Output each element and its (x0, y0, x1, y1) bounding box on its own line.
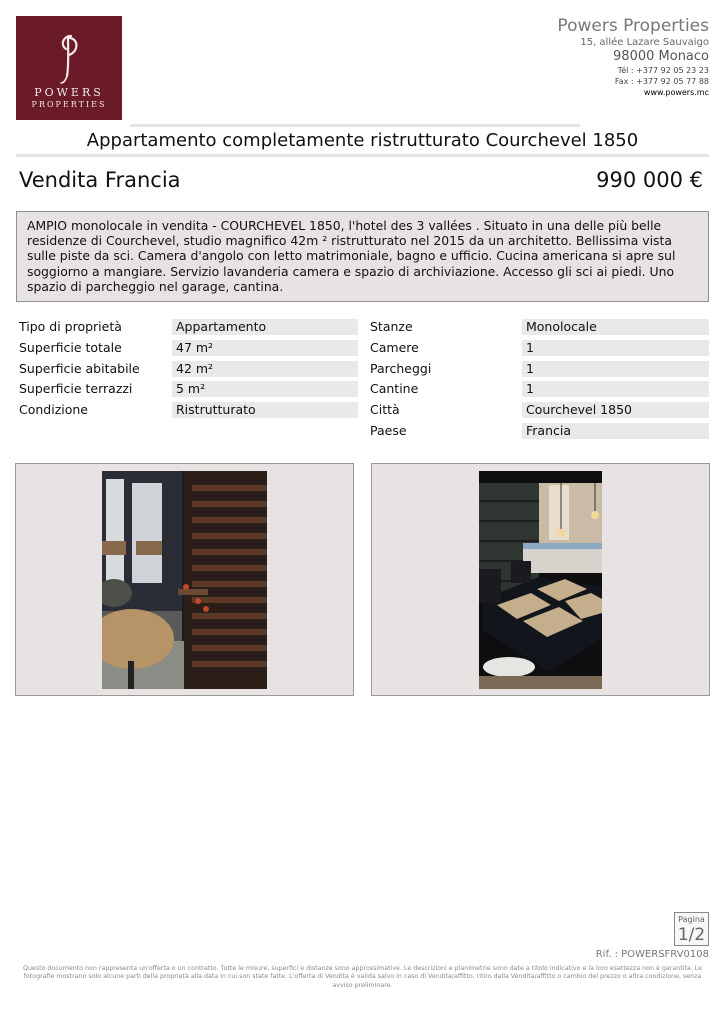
spec-value: Ristrutturato (172, 402, 358, 418)
spec-label: Superficie terrazzi (19, 381, 133, 397)
spec-value: Courchevel 1850 (522, 402, 709, 418)
listing-headline: Vendita Francia (19, 168, 181, 192)
logo-text-properties: PROPERTIES (31, 100, 107, 109)
spec-row (19, 401, 358, 422)
spec-row (370, 422, 709, 443)
logo-text-powers: POWERS (34, 86, 104, 99)
spec-row (19, 339, 358, 360)
photo-frame-2 (371, 463, 710, 696)
spec-value: 1 (522, 381, 709, 397)
listing-description: AMPIO monolocale in vendita - COURCHEVEL 1850, l'hotel des 3 vallées . Situato in una delle più belle residenze di Courchevel, studio magnifico 42m ² ristrutturato nel 2015 da un architetto. Bellissima vista sulle piste da sci. Camera d'angolo con letto matrimoniale, bagno e ufficio. Cucina americana si apre sul soggiorno a mangiare. Servizio lavanderia camera e spazio di archiviazione. Accesso gli sci ai piedi. Uno spazio di parcheggio nel garage, cantina. (16, 211, 709, 302)
spec-row (19, 360, 358, 381)
specs-left (19, 318, 358, 422)
spec-value: 1 (522, 340, 709, 356)
company-website[interactable]: www.powers.mc (643, 88, 709, 97)
spec-label: Paese (370, 422, 407, 438)
photo-frame-1 (15, 463, 354, 696)
spec-label: Superficie abitabile (19, 360, 140, 376)
spec-label: Superficie totale (19, 339, 122, 355)
spec-label: Condizione (19, 402, 89, 418)
company-city: 98000 Monaco (613, 49, 709, 64)
reference-code: Rif. : POWERSFRV0108 (595, 949, 709, 960)
spec-row (19, 318, 358, 339)
spec-value: Francia (522, 423, 709, 439)
company-name: Powers Properties (557, 16, 709, 36)
dining-area-image (479, 471, 602, 689)
title-rule-bottom (16, 154, 709, 157)
living-room-image (102, 471, 267, 689)
spec-row (370, 318, 709, 339)
legal-disclaimer: Questo documento non rappresenta un'offerta o un contratto. Tutte le misure, superfici e distanze sono approssimative. Le descrizioni e planimetrie sono date a titolo indicativo e la loro esattezza non è garantita. Le fotografie mostrano solo alcune parti della proprietà alla data in cui son state fatte. L'offerta di Vendita è valida salvo in caso di Vendita/affitto, ritiro dalla Vendita/affitto o cambio del prezzo o altra condizione, senza avviso preliminare. (22, 965, 703, 989)
company-fax: Fax : +377 92 05 77 88 (614, 77, 709, 86)
spec-row (370, 339, 709, 360)
photo-dining-area[interactable] (479, 471, 602, 689)
spec-value: 47 m² (172, 340, 358, 356)
spec-value: 42 m² (172, 361, 358, 377)
spec-label: Cantine (370, 381, 419, 397)
photo-living-room[interactable] (102, 471, 267, 689)
spec-value: 5 m² (172, 381, 358, 397)
page-number: 1/2 (677, 925, 706, 945)
company-contact (557, 16, 709, 99)
company-street: 15, allée Lazare Sauvaigo (580, 37, 709, 48)
spec-label: Camere (370, 339, 419, 355)
company-phone: Tél : +377 92 05 23 23 (617, 66, 709, 75)
title-rule-top (130, 124, 580, 127)
spec-label: Tipo di proprietà (19, 319, 122, 334)
page-label: Pagina (678, 915, 705, 924)
spec-label: Stanze (370, 319, 413, 334)
spec-row (370, 380, 709, 401)
specs-right (370, 318, 709, 443)
spec-row (370, 401, 709, 422)
spec-value: Appartamento (172, 319, 358, 335)
listing-price: 990 000 € (596, 168, 703, 192)
spec-row (370, 360, 709, 381)
spec-value: 1 (522, 361, 709, 377)
spec-row (19, 380, 358, 401)
company-logo (16, 16, 122, 120)
listing-title: Appartamento completamente ristrutturato Courchevel 1850 (86, 130, 639, 151)
spec-label: Città (370, 402, 400, 418)
page-indicator (674, 912, 709, 946)
spec-value: Monolocale (522, 319, 709, 335)
spec-label: Parcheggi (370, 360, 432, 376)
